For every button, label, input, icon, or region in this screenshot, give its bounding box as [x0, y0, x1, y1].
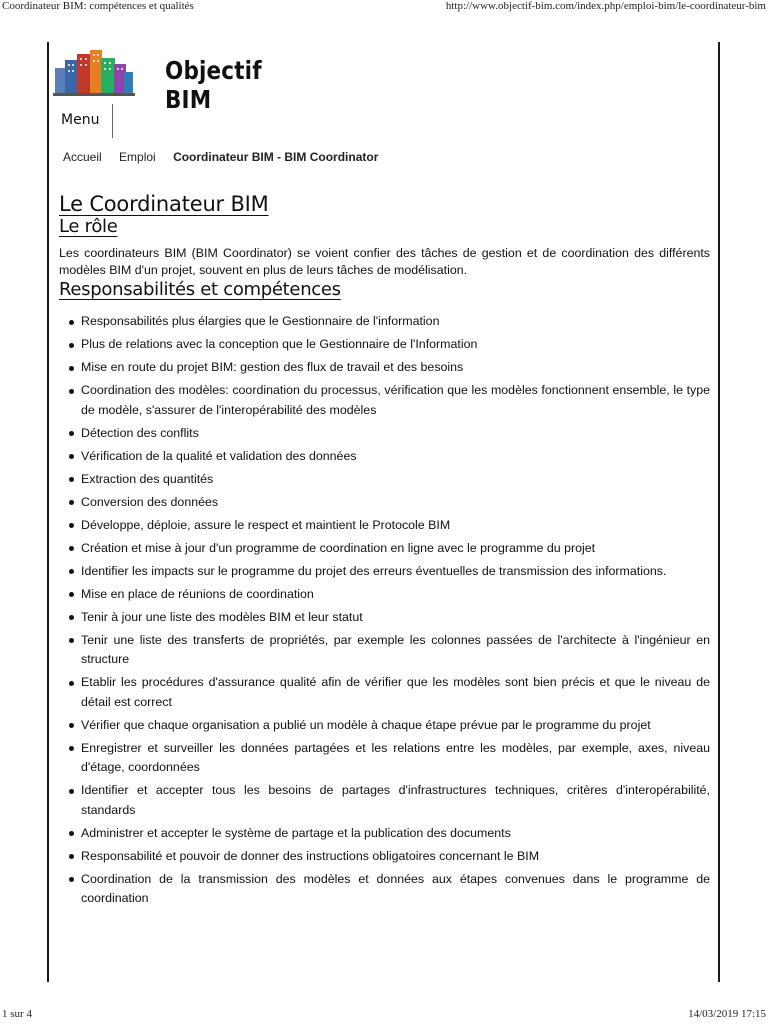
responsibilities-heading: Responsabilités et compétences — [59, 279, 341, 300]
list-item: Création et mise à jour d'un programme de coordination en ligne avec le programme du projet — [59, 539, 710, 559]
list-item: Développe, déploie, assure le respect et maintient le Protocole BIM — [59, 516, 710, 536]
print-header-title: Coordinateur BIM: compétences et qualités — [2, 0, 194, 12]
list-item: Responsabilités plus élargies que le Gestionnaire de l'information — [59, 312, 710, 332]
list-item: Extraction des quantités — [59, 470, 710, 490]
page-number: 1 sur 4 — [2, 1008, 32, 1020]
print-footer — [0, 1008, 768, 1022]
buildings-logo-icon — [53, 48, 135, 96]
print-header-url: http://www.objectif-bim.com/index.php/emploi-bim/le-coordinateur-bim — [445, 0, 766, 12]
breadcrumb — [63, 150, 378, 164]
site-logo[interactable] — [53, 48, 323, 114]
list-item: Tenir une liste des transferts de propriétés, par exemple les colonnes passées de l'architecte à l'ingénieur en structure — [59, 631, 710, 670]
role-heading: Le rôle — [59, 216, 118, 237]
list-item: Plus de relations avec la conception que le Gestionnaire de l'Information — [59, 335, 710, 355]
list-item: Etablir les procédures d'assurance qualité afin de vérifier que les modèles sont bien précis et que le niveau de détail est correct — [59, 673, 710, 712]
list-item: Enregistrer et surveiller les données partagées et les relations entre les modèles, par exemple, axes, niveau d'étage, coordonnées — [59, 739, 710, 778]
list-item: Tenir à jour une liste des modèles BIM et leur statut — [59, 608, 710, 628]
menu-button[interactable]: Menu — [55, 104, 113, 138]
list-item: Administrer et accepter le système de partage et la publication des documents — [59, 824, 710, 844]
print-datetime: 14/03/2019 17:15 — [688, 1008, 766, 1020]
responsibilities-list — [59, 312, 710, 909]
page-frame — [47, 42, 720, 982]
list-item: Vérifier que chaque organisation a publié un modèle à chaque étape prévue par le programme du projet — [59, 716, 710, 736]
list-item: Identifier les impacts sur le programme du projet des erreurs éventuelles de transmission des informations. — [59, 562, 710, 582]
article-content — [59, 192, 710, 912]
list-item: Vérification de la qualité et validation des données — [59, 447, 710, 467]
list-item: Mise en route du projet BIM: gestion des flux de travail et des besoins — [59, 358, 710, 378]
list-item: Coordination des modèles: coordination du processus, vérification que les modèles fonctionnent ensemble, le type de modèle, s'assurer de l'interopérabilité des modèles — [59, 381, 710, 420]
page-title: Le Coordinateur BIM — [59, 192, 269, 216]
site-logo-text: Objectif BIM — [165, 56, 262, 114]
list-item: Coordination de la transmission des modèles et données aux étapes convenues dans le programme de coordination — [59, 870, 710, 909]
list-item: Détection des conflits — [59, 424, 710, 444]
list-item: Identifier et accepter tous les besoins de partages d'infrastructures techniques, critères d'interopérabilité, standards — [59, 781, 710, 820]
print-header — [0, 0, 768, 14]
role-text: Les coordinateurs BIM (BIM Coordinator) se voient confier des tâches de gestion et de coordination des différents modèles BIM d'un projet, souvent en plus de leurs tâches de modélisation. — [59, 246, 710, 277]
list-item: Responsabilité et pouvoir de donner des instructions obligatoires concernant le BIM — [59, 847, 710, 867]
breadcrumb-item-accueil[interactable]: Accueil — [63, 150, 102, 164]
breadcrumb-item-current: Coordinateur BIM - BIM Coordinator — [173, 150, 379, 164]
breadcrumb-item-emploi[interactable]: Emploi — [119, 150, 156, 164]
list-item: Mise en place de réunions de coordination — [59, 585, 710, 605]
list-item: Conversion des données — [59, 493, 710, 513]
